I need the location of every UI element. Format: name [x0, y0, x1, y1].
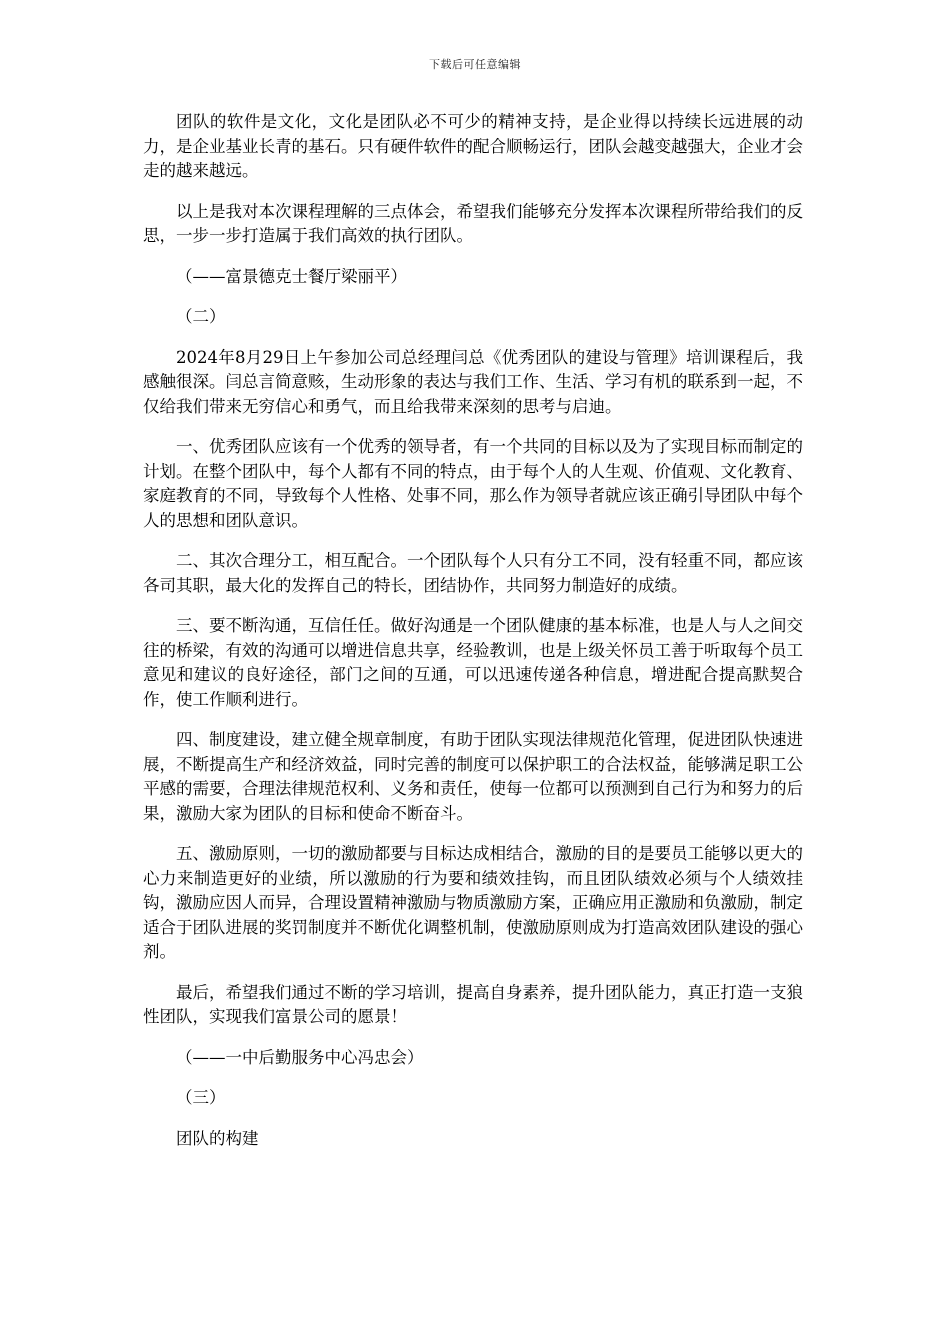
paragraph-culture: 团队的软件是文化，文化是团队必不可少的精神支持，是企业得以持续长远进展的动力，是企业基业长青的基石。只有硬件软件的配合顺畅运行，团队会越变越强大，企业才会走的越来越远。	[143, 112, 803, 180]
paragraph-point-4: 四、制度建设，建立健全规章制度，有助于团队实现法律规范化管理，促进团队快速进展，不断提高生产和经济效益，同时完善的制度可以保护职工的合法权益，能够满足职工公平感的需要，合理法律规范权利、义务和责任，使每一位都可以预测到自己行为和努力的后果，激励大家为团队的目标和使命不断奋斗。	[143, 730, 803, 823]
document-body	[143, 110, 803, 1167]
signature-2: （——一中后勤服务中心冯忠会）	[176, 1047, 424, 1067]
paragraph-point-2: 二、其次合理分工，相互配合。一个团队每个人只有分工不同，没有轻重不同，都应该各司其职，最大化的发挥自己的特长，团结协作，共同努力制造好的成绩。	[143, 551, 803, 595]
signature-1: （——富景德克士餐厅梁丽平）	[176, 266, 407, 286]
paragraph-summary: 以上是我对本次课程理解的三点体会，希望我们能够充分发挥本次课程所带给我们的反思，一步一步打造属于我们高效的执行团队。	[143, 201, 803, 245]
paragraph-point-3: 三、要不断沟通，互信任任。做好沟通是一个团队健康的基本标准，也是人与人之间交往的桥梁，有效的沟通可以增进信息共享，经验教训，也是上级关怀员工善于听取每个员工意见和建议的良好途径，部门之间的互通，可以迅速传递各种信息，增进配合提高默契合作，使工作顺利进行。	[143, 616, 803, 709]
paragraph-conclusion: 最后，希望我们通过不断的学习培训，提高自身素养，提升团队能力，真正打造一支狼性团队，实现我们富景公司的愿景！	[143, 982, 803, 1026]
paragraph-intro: 2024年8月29日上午参加公司总经理闫总《优秀团队的建设与管理》培训课程后，我感触很深。闫总言简意赅，生动形象的表达与我们工作、生活、学习有机的联系到一起，不仅给我们带来无穷信心和勇气，而且给我带来深刻的思考与启迪。	[143, 347, 803, 416]
paragraph-team-building: 团队的构建	[176, 1128, 259, 1148]
section-heading-2: （二）	[176, 307, 226, 326]
page-header: 下载后可任意编辑	[429, 58, 521, 71]
paragraph-point-1: 一、优秀团队应该有一个优秀的领导者，有一个共同的目标以及为了实现目标而制定的计划。在整个团队中，每个人都有不同的特点，由于每个人的人生观、价值观、文化教育、家庭教育的不同，导致每个人性格、处事不同，那么作为领导者就应该正确引导团队中每个人的思想和团队意识。	[143, 437, 803, 530]
paragraph-point-5: 五、激励原则，一切的激励都要与目标达成相结合，激励的目的是要员工能够以更大的心力来制造更好的业绩，所以激励的行为要和绩效挂钩，而且团队绩效必须与个人绩效挂钩，激励应因人而异，合理设置精神激励与物质激励方案，正确应用正激励和负激励，制定适合于团队进展的奖罚制度并不断优化调整机制，使激励原则成为打造高效团队建设的强心剂。	[143, 844, 803, 961]
section-heading-3: （三）	[176, 1088, 226, 1107]
